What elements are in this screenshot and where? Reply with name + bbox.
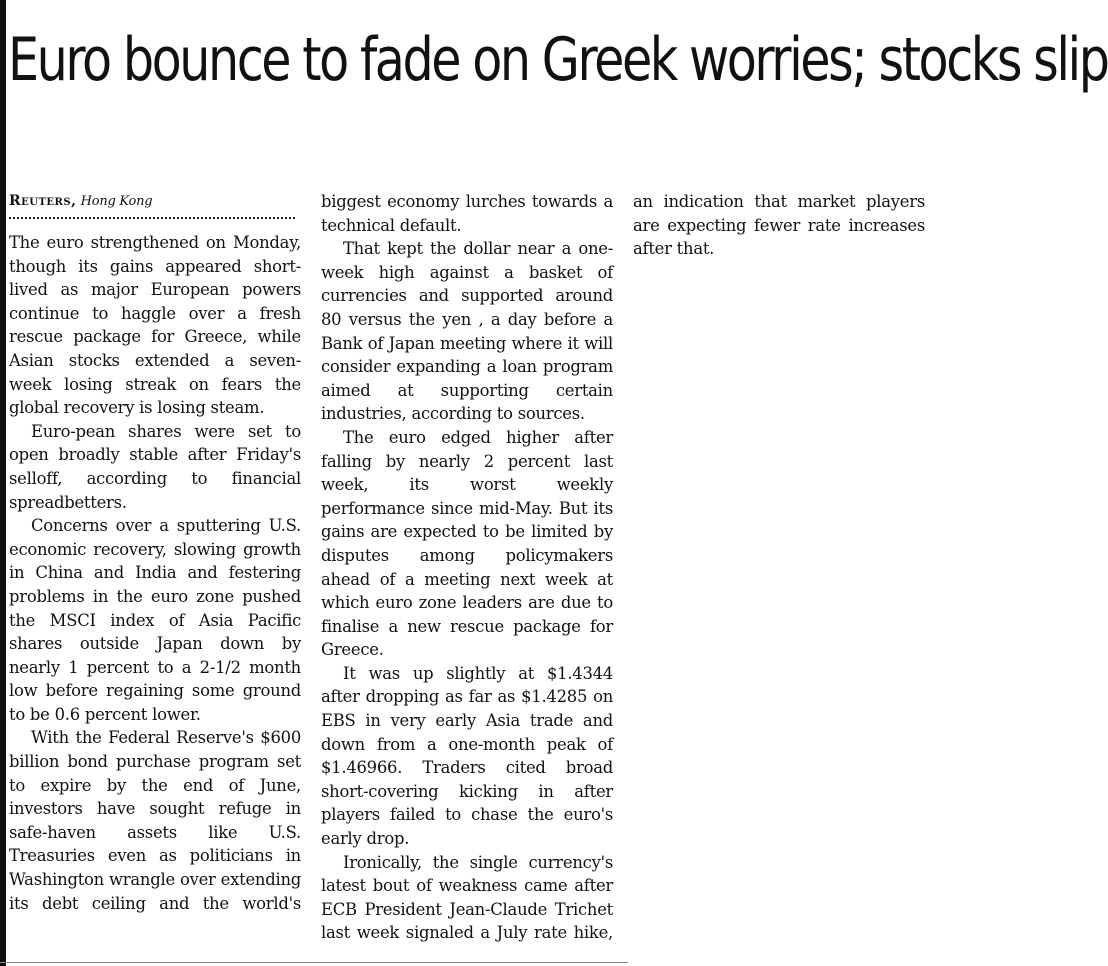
article-paragraph: Concerns over a sputtering U.S. economic recovery, slowing growth in China and India and festering problems in the euro zone pushed the MSCI index of Asia Pacific shares outside Japan down by nearly 1 percent to a 2-1/2 month low before regaining some ground to be 0.6 percent lower. (9, 516, 301, 724)
byline-location: Hong Kong (80, 194, 153, 209)
article-paragraph: Euro-pean shares were set to open broadly stable after Friday's selloff, according to financial spreadbetters. (9, 421, 301, 512)
article-paragraph: It was up slightly at $1.4344 after dropping as far as $1.4285 on EBS in very early Asia trade and down from a one-month peak of $1.46966. Traders cited broad short-covering kicking in after players failed to chase the euro's early drop. (321, 663, 613, 849)
article-paragraph: Ironically, the single currency's latest bout of weakness came after ECB President Jean-Claude Trichet last week signaled a July rate hike, an indication that market players are expecting fewer rate increases after that. (321, 192, 925, 943)
bottom-rule (0, 962, 628, 963)
headline: Euro bounce to fade on Greek worries; stocks slip (8, 25, 1108, 95)
dotted-divider (9, 217, 295, 219)
article-paragraph: The euro strengthened on Monday, though its gains appeared short-lived as major European powers continue to haggle over a fresh rescue package for Greece, while Asian stocks extended a seven-week losing streak on fears the global recovery is losing steam. (9, 233, 301, 418)
left-margin-bar (0, 0, 6, 966)
article-paragraph: That kept the dollar near a one-week high against a basket of currencies and supported around 80 versus the yen , a day before a Bank of Japan meeting where it will consider expanding a loan program aimed at supporting certain industries, according to sources. (321, 239, 613, 424)
article-paragraph: The euro edged higher after falling by nearly 2 percent last week, its worst weekly performance since mid-May. But its gains are expected to be limited by disputes among policymakers ahead of a meeting next week at which euro zone leaders are due to finalise a new rescue package for Greece. (321, 427, 613, 660)
article-paragraph: With the Federal Reserve's $600 billion bond purchase program set to expire by the end of June, investors have sought refuge in safe-haven assets like U.S. Treasuries even as politicians in Washington wrangle over extending its debt ceiling and the world's biggest economy lurches towards a technical default. (9, 192, 613, 913)
byline (9, 190, 301, 213)
byline-agency: Reuters, (9, 193, 77, 209)
article-body (9, 190, 925, 950)
